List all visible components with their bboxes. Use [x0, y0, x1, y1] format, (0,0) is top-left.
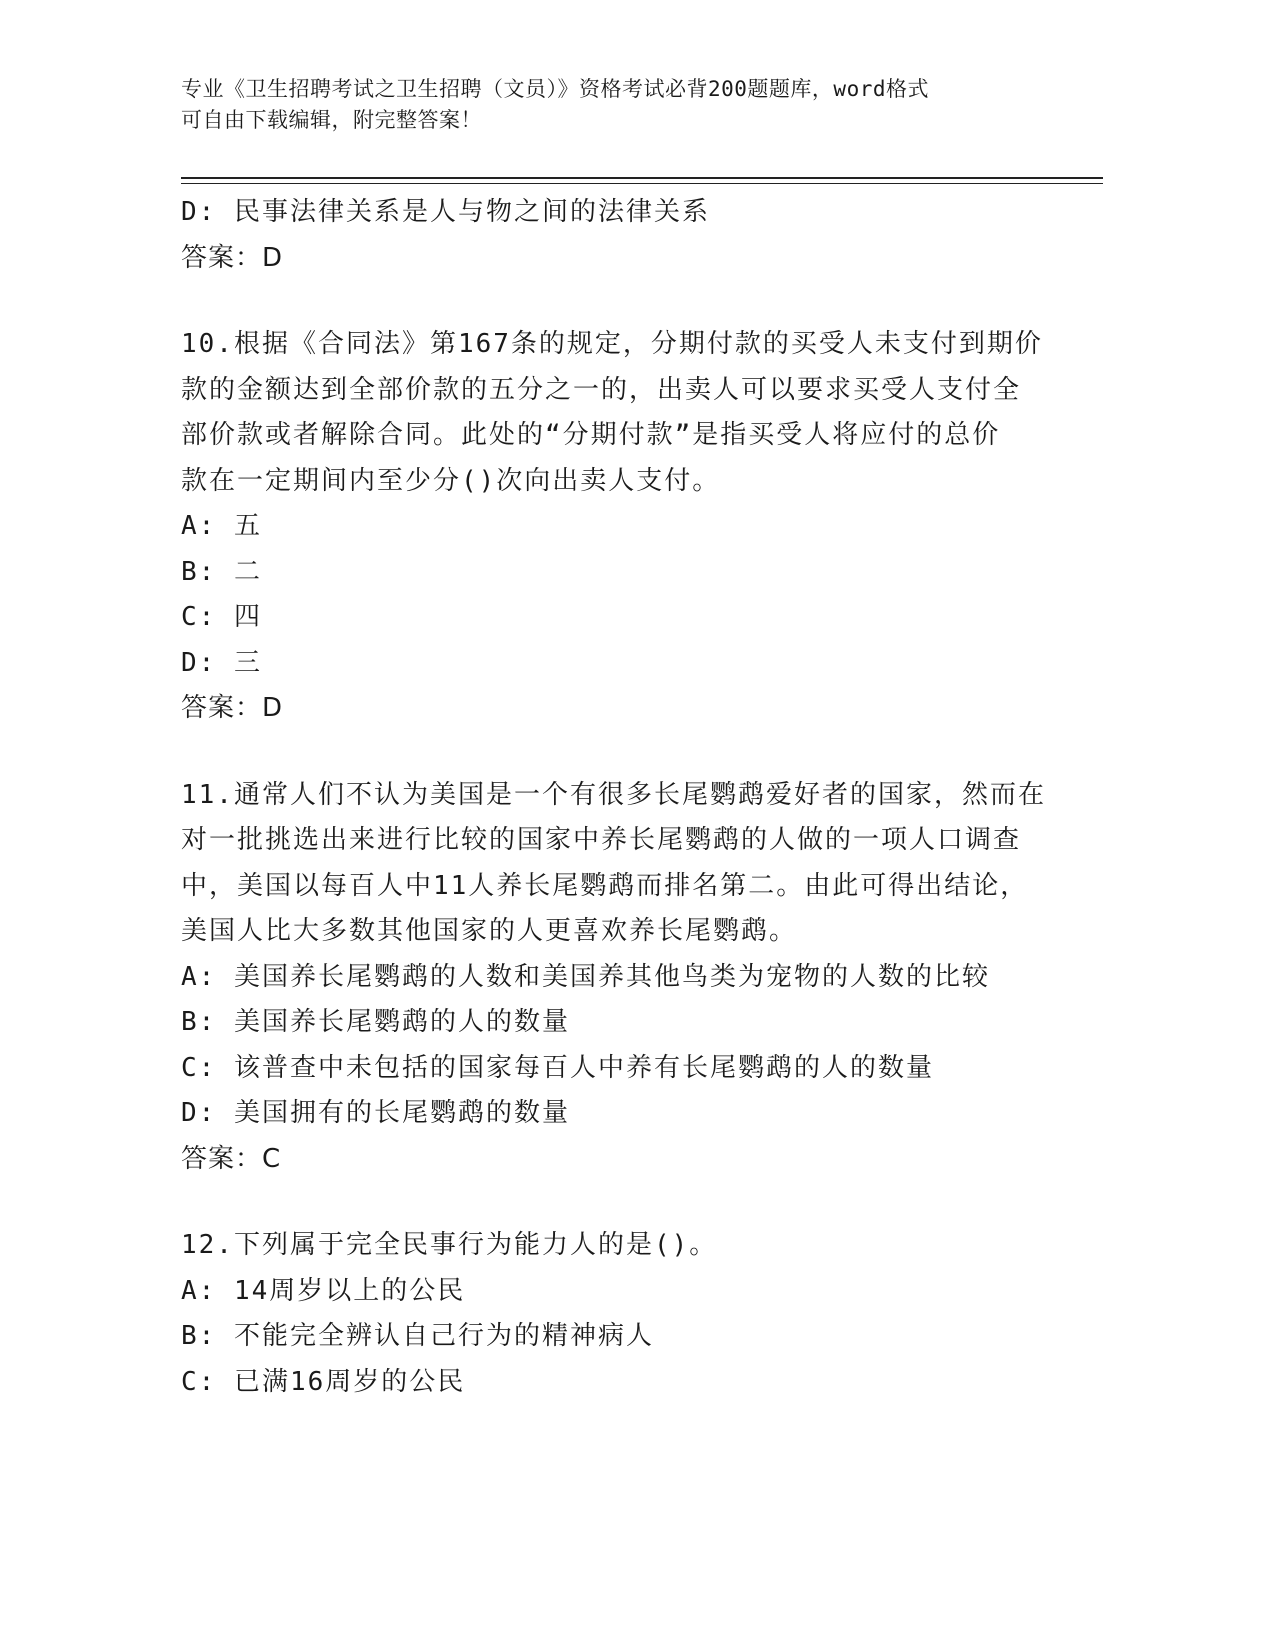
header-rule-thin [181, 183, 1103, 184]
question-text-line: 款的金额达到全部价款的五分之一的，出卖人可以要求买受人支付全 [181, 374, 1022, 405]
question-text-line: 款在一定期间内至少分()次向出卖人支付。 [181, 465, 721, 496]
header-line-1: 专业《卫生招聘考试之卫生招聘（文员）》资格考试必背200题题库，word格式 [181, 77, 929, 101]
question-list [181, 190, 1061, 1405]
option-a: A: 五 [181, 511, 262, 541]
option-b: B: 二 [181, 556, 262, 587]
question-text-line: 对一批挑选出来进行比较的国家中养长尾鹦鹉的人做的一项人口调查 [181, 825, 1022, 855]
option-d: D: 三 [181, 647, 262, 678]
spacer [181, 1182, 1061, 1223]
previous-question-tail [181, 190, 1061, 281]
answer-line: 答案：C [181, 1143, 282, 1174]
question-12 [181, 1223, 1061, 1405]
option-d: D: 民事法律关系是人与物之间的法律关系 [181, 197, 710, 227]
question-text-line: 美国人比大多数其他国家的人更喜欢养长尾鹦鹉。 [181, 916, 798, 946]
question-11 [181, 773, 1061, 1183]
option-a: A: 14周岁以上的公民 [181, 1275, 466, 1306]
header-rule-thick [181, 177, 1103, 179]
option-c: C: 四 [181, 602, 262, 632]
question-text-line: 中，美国以每百人中11人养长尾鹦鹉而排名第二。由此可得出结论， [181, 870, 1029, 901]
option-c: C: 该普查中未包括的国家每百人中养有长尾鹦鹉的人的数量 [181, 1052, 934, 1083]
option-d: D: 美国拥有的长尾鹦鹉的数量 [181, 1098, 570, 1128]
answer-line: 答案：D [181, 693, 284, 723]
option-c: C: 已满16周岁的公民 [181, 1366, 466, 1397]
option-b: B: 美国养长尾鹦鹉的人的数量 [181, 1007, 570, 1037]
header-line-2: 可自由下载编辑，附完整答案！ [181, 108, 482, 132]
question-text-line: 10.根据《合同法》第167条的规定，分期付款的买受人未支付到期价 [181, 329, 1043, 359]
question-text-line: 11.通常人们不认为美国是一个有很多长尾鹦鹉爱好者的国家，然而在 [181, 779, 1046, 810]
question-text-line: 12.下列属于完全民事行为能力人的是()。 [181, 1230, 718, 1260]
spacer [181, 732, 1061, 773]
answer-line: 答案：D [181, 242, 284, 273]
document-header [181, 74, 1061, 136]
option-b: B: 不能完全辨认自己行为的精神病人 [181, 1321, 654, 1351]
question-10 [181, 322, 1061, 732]
option-a: A: 美国养长尾鹦鹉的人数和美国养其他鸟类为宠物的人数的比较 [181, 961, 990, 992]
question-text-line: 部价款或者解除合同。此处的“分期付款”是指买受人将应付的总价 [181, 420, 1001, 450]
spacer [181, 281, 1061, 322]
